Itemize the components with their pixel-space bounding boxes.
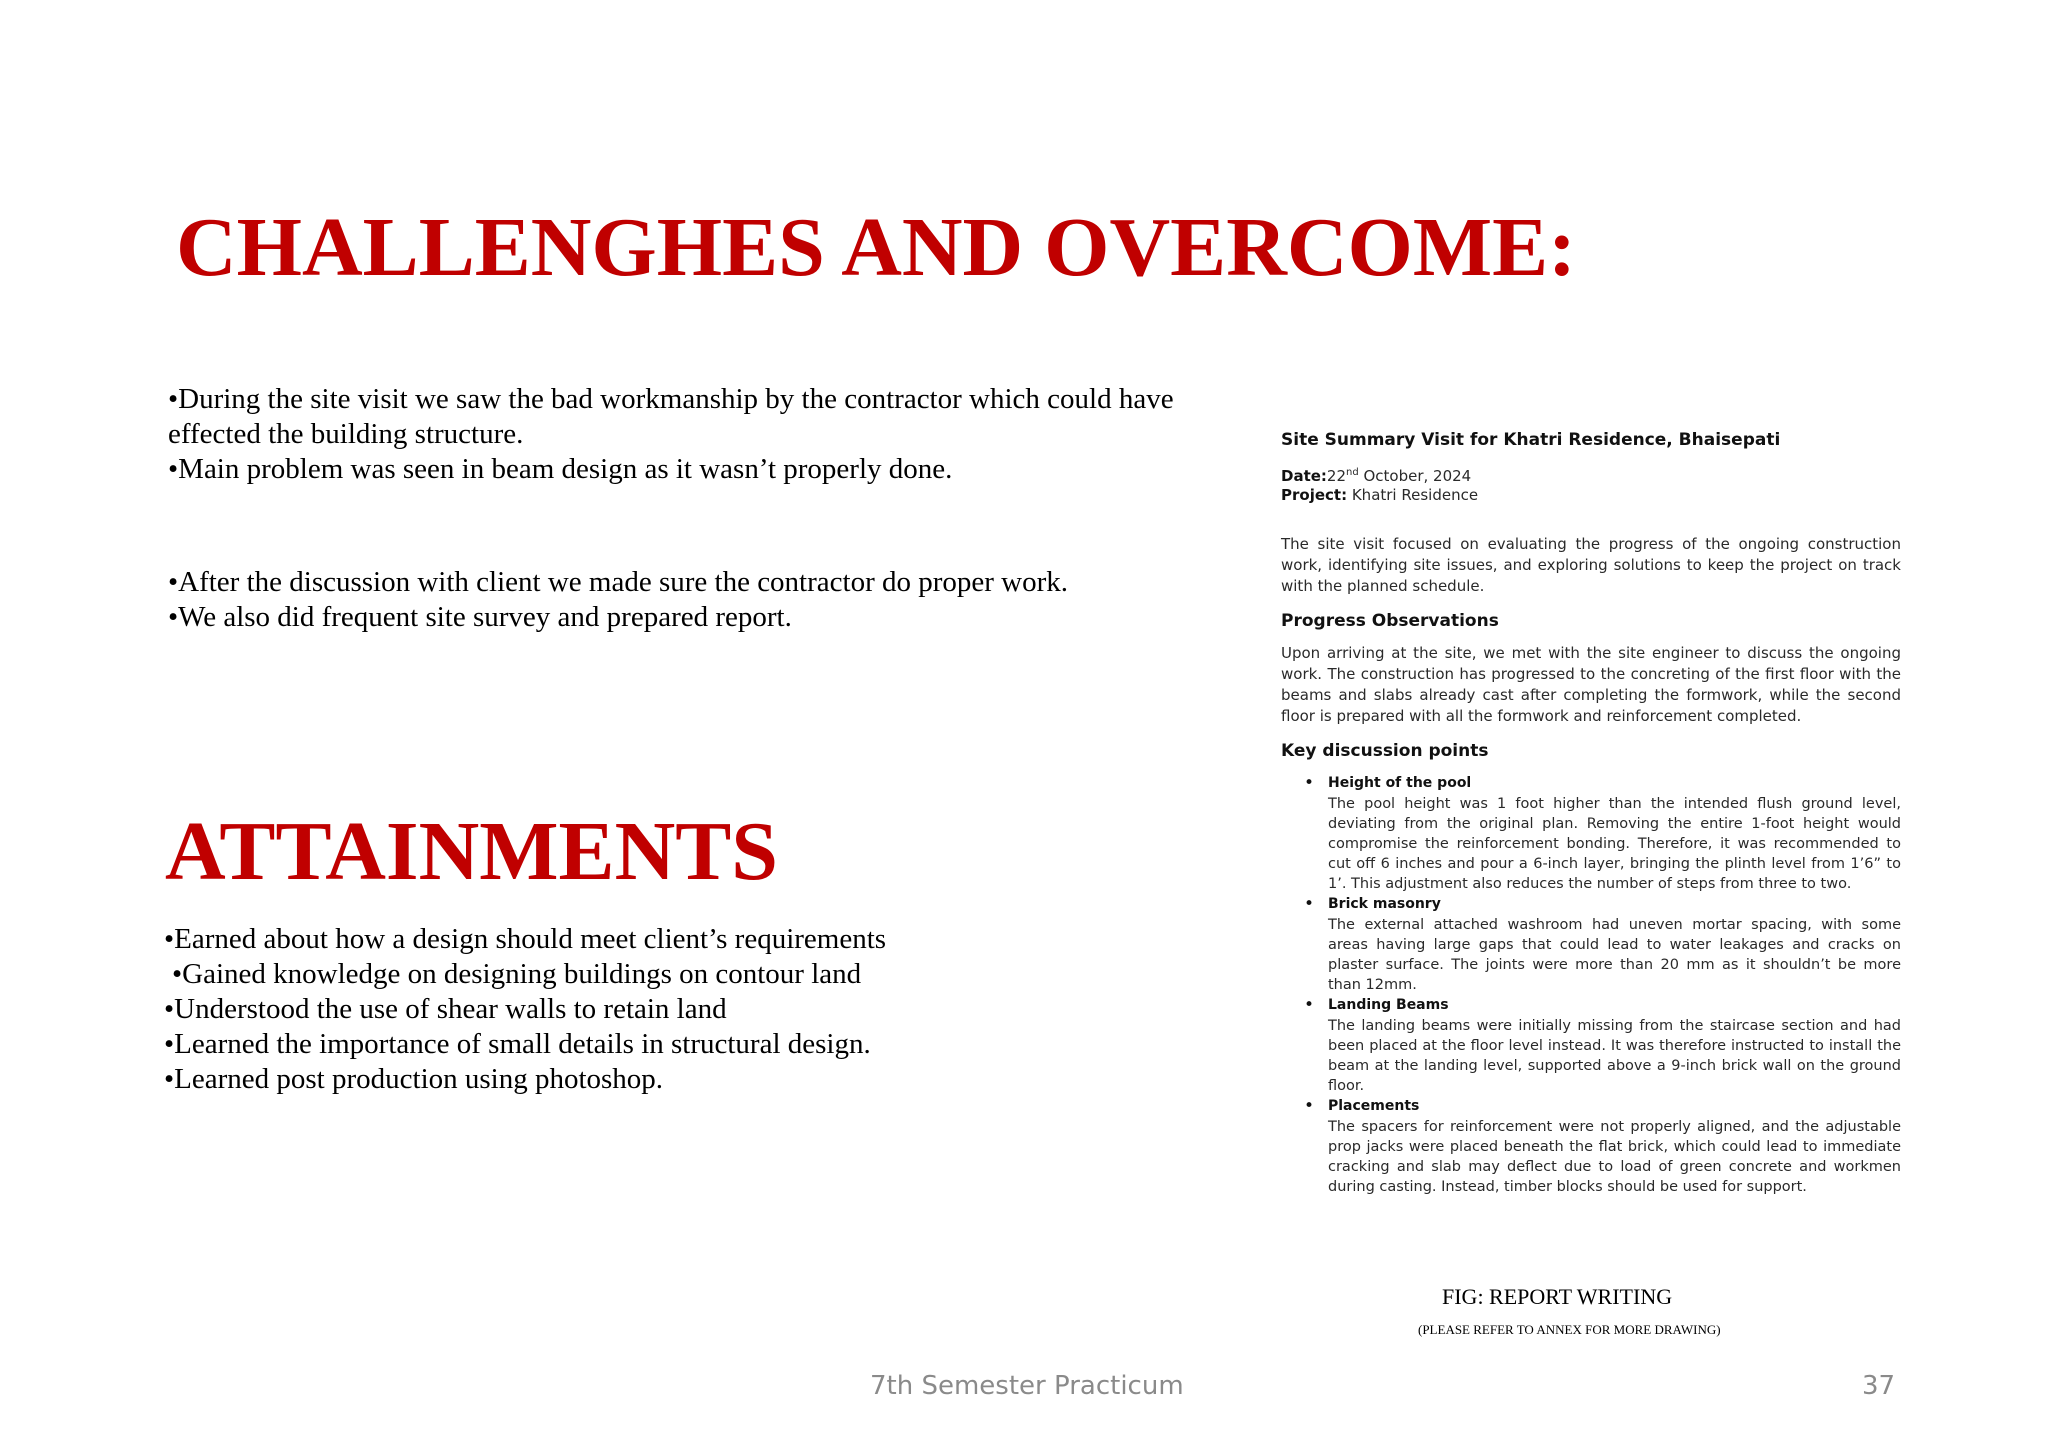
attainment-item: •Learned the importance of small details in structural design. [164,1028,871,1060]
report-point [1328,894,1901,995]
report-point-text: The spacers for reinforcement were not properly aligned, and the adjustable prop jacks were placed beneath the flat brick, which could lead to immediate cracking and slab may deflect due to load of green concrete and workmen during casting. Instead, timber blocks should be used for support. [1328,1119,1901,1195]
report-point-text: The external attached washroom had uneven mortar spacing, with some areas having large gaps that could lead to water leakages and cracks on plaster surface. The joints were more than 20 mm as it shouldn’t be more than 12mm. [1328,917,1901,993]
report-points-list [1281,773,1901,1197]
challenges-solution-list [168,565,1228,635]
report-point [1328,1096,1901,1197]
problem-item: •During the site visit we saw the bad workmanship by the contractor which could have effected the building structure. [168,383,1174,450]
report-intro: The site visit focused on evaluating the progress of the ongoing construction work, identifying site issues, and exploring solutions to keep the project on track with the planned schedule. [1281,535,1901,595]
report-point [1328,773,1901,894]
attainment-item: •Earned about how a design should meet client’s requirements [164,923,887,955]
attainments-heading: ATTAINMENTS [165,805,778,898]
page-number: 37 [1862,1371,1896,1401]
report-date-suffix: nd [1346,467,1359,478]
figure-caption: FIG: REPORT WRITING [1442,1284,1673,1309]
report-date-day: 22 [1326,467,1347,485]
report-progress-text: Upon arriving at the site, we met with the site engineer to discuss the ongoing work. The construction has progressed to the concreting of the first floor with the beams and slabs already cast after completing the formwork, while the second floor is prepared with all the formwork and reinforcement completed. [1281,644,1901,725]
report-point-text: The pool height was 1 foot higher than the intended flush ground level, deviating from the original plan. Removing the entire 1-foot height would compromise the reinforcement bonding. Therefore, it was recommended to cut off 6 inches and pour a 6-inch layer, bringing the plinth level from 1’6” to 1’. This adjustment also reduces the number of steps from three to two. [1328,796,1901,892]
challenges-problem-list [168,382,1228,487]
report-progress-heading: Progress Observations [1281,611,1499,631]
report-point-text: The landing beams were initially missing from the staircase section and had been placed at the floor level instead. It was therefore instructed to install the beam at the landing level, supported above a 9-inch brick wall on the ground floor. [1328,1018,1901,1094]
attainment-item: •Gained knowledge on designing buildings on contour land [172,958,862,990]
challenges-heading: CHALLENGHES AND OVERCOME: [176,201,1577,294]
figure-note: (PLEASE REFER TO ANNEX FOR MORE DRAWING) [1418,1322,1721,1337]
attainment-item: •Understood the use of shear walls to retain land [164,993,727,1025]
report-date-label: Date: [1281,467,1327,485]
report-point-title: • Height of the pool [1328,775,1472,791]
report-point-title: • Placements [1328,1098,1420,1114]
report-key-heading: Key discussion points [1281,741,1489,761]
report-figure [1281,430,1901,1197]
report-project-value: Khatri Residence [1347,486,1479,504]
report-project [1281,486,1901,505]
report-point-title: • Brick masonry [1328,896,1441,912]
solution-item: •We also did frequent site survey and prepared report. [168,601,792,633]
report-title: Site Summary Visit for Khatri Residence, Bhaisepati [1281,430,1781,450]
report-date-rest: October, 2024 [1358,467,1472,485]
report-spacer [1281,505,1901,534]
report-point [1328,995,1901,1096]
footer-text: 7th Semester Practicum [870,1371,1184,1401]
solution-item: •After the discussion with client we made sure the contractor do proper work. [168,566,1069,598]
attainments-list [164,922,1064,1097]
report-date [1281,463,1901,486]
attainment-item: •Learned post production using photoshop. [164,1063,664,1095]
report-project-label: Project: [1281,486,1348,504]
report-point-title: • Landing Beams [1328,997,1449,1013]
problem-item: •Main problem was seen in beam design as it wasn’t properly done. [168,453,953,485]
